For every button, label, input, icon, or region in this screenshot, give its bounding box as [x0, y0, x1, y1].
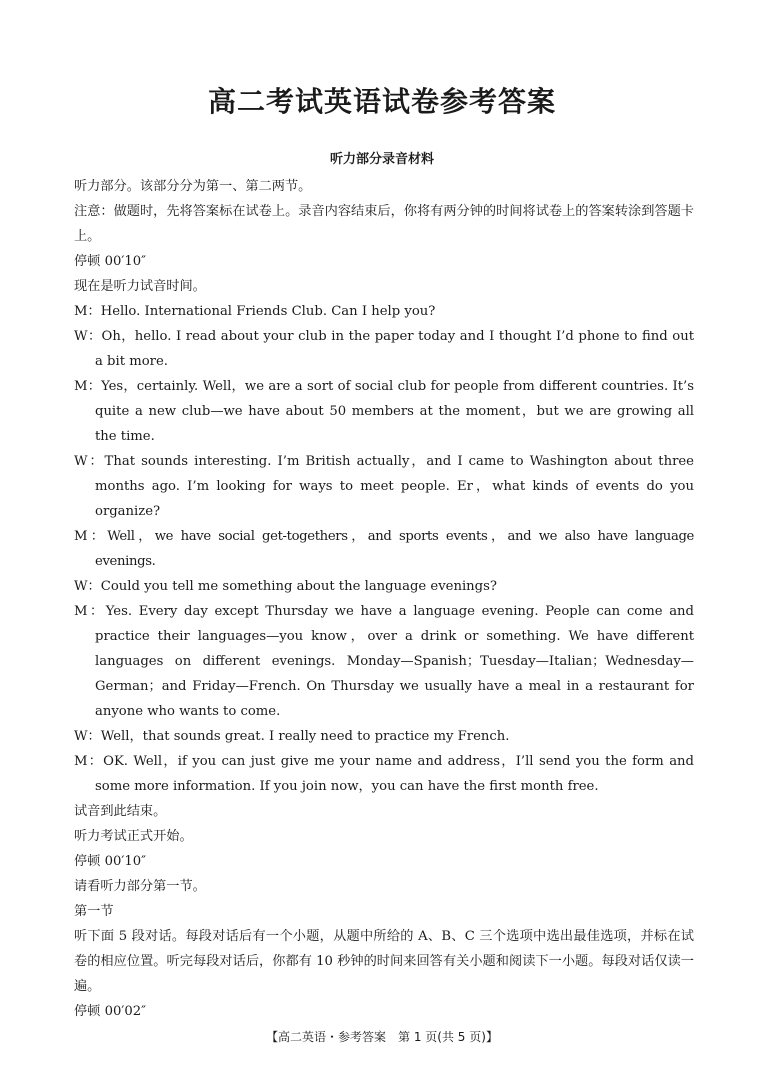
intro-line: 听力部分。该部分分为第一、第二两节。 — [74, 179, 312, 194]
dialogue-line: W：Could you tell me something about the language evenings? — [74, 579, 497, 594]
pause-marker: 停顿 00′02″ — [74, 1004, 147, 1019]
section-subtitle: 听力部分录音材料 — [329, 152, 434, 167]
dialogue-line: M：Yes. Every day except Thursday we have a language evening. People can come and practice their languages—you know，over a drink or something. We have different languages on different evenings. Monday—Spanish；Tuesday—Italian；Wednesday—German；and Friday—French. On Thursday we usually have a meal in a restaurant for anyone who wants to come. — [74, 604, 694, 719]
dialogue-line: W：That sounds interesting. I’m British actually，and I came to Washington about three months ago. I’m looking for ways to meet people. Er，what kinds of events do you organize? — [74, 454, 694, 519]
page-title: 高二考试英语试卷参考答案 — [207, 85, 556, 118]
page-footer: 【高二英语・参考答案 第 1 页(共 5 页)】 — [266, 1030, 498, 1044]
document-body — [74, 174, 694, 1024]
dialogue-line: M：Well，we have social get-togethers，and sports events，and we also have language evenings. — [74, 529, 694, 569]
dialogue-line: M：Yes，certainly. Well，we are a sort of social club for people from different countries. It’s quite a new club—we have about 50 members at the moment，but we are growing all the time. — [74, 379, 694, 444]
outro-line: 请看听力部分第一节。 — [74, 879, 206, 894]
dialogue-line: M：OK. Well，if you can just give me your name and address，I’ll send you the form and some more information. If you join now，you can have the first month free. — [74, 754, 694, 794]
instruction-paragraph: 听下面 5 段对话。每段对话后有一个小题，从题中所给的 A、B、C 三个选项中选出最佳选项，并标在试卷的相应位置。听完每段对话后，你都有 10 秒钟的时间来回答有关小题和阅读下一小题。每段对话仅读一遍。 — [74, 929, 694, 994]
intro-line: 现在是听力试音时间。 — [74, 279, 206, 294]
dialogue-line: M：Hello. International Friends Club. Can I help you? — [74, 304, 436, 319]
outro-line: 听力考试正式开始。 — [74, 829, 193, 844]
dialogue-line: W：Well，that sounds great. I really need to practice my French. — [74, 729, 510, 744]
intro-note: 注意：做题时，先将答案标在试卷上。录音内容结束后，你将有两分钟的时间将试卷上的答案转涂到答题卡上。 — [74, 204, 694, 244]
outro-line: 试音到此结束。 — [74, 804, 167, 819]
pause-marker: 停顿 00′10″ — [74, 254, 147, 269]
pause-marker: 停顿 00′10″ — [74, 854, 147, 869]
section-heading: 第一节 — [74, 904, 114, 919]
dialogue-line: W：Oh，hello. I read about your club in the paper today and I thought I’d phone to find out a bit more. — [74, 329, 694, 369]
